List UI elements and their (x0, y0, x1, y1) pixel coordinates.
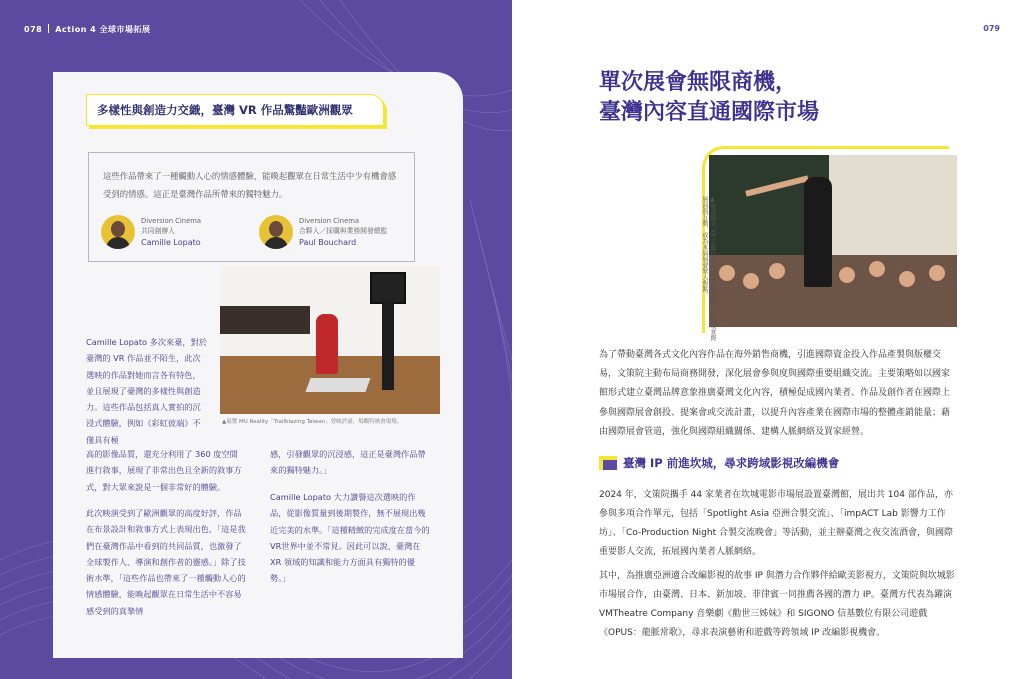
headline (599, 68, 819, 128)
person-card-lopato (101, 213, 251, 253)
person-org: Diversion Cinema (299, 217, 360, 225)
page-number: 078 (24, 25, 43, 34)
paragraph-ip: 其中，為推廣亞洲適合改編影視的故事 IP 與潛力合作夥伴給歐美影視方，文策院與坎城影市場展合作，由臺灣、日本、新加坡、菲律賓一同推薦各國的潛力 IP。臺灣方代表為躍演 VMTheatre Company 音樂劇《勸世三姊妹》和 SIGONO 信基數位有限公司遊戲《OPUS：龍脈常歌》，尋求表演藝術和遊戲等跨領域 IP 改編影視機會。 (599, 571, 955, 638)
body-text-col2a (270, 446, 430, 479)
intro-paragraph: 為了帶動臺灣各式文化內容作品在海外銷售商機，引進國際資金投入作品產製與版權交易，文策院主動布局商務開發，深化展會參與度與國際重要組織交流。主要策略如以國家館形式建立臺灣品牌意象推廣臺灣文化內容，積極促成國內業者、作品及創作者在國際上參與國際展會創投、提案會或交流計畫，以提升內容產業在國際市場的整體產銷能量；藉由國際展會管道，強化與國際組織關係、建構人脈網絡及買家經營。 (599, 350, 951, 437)
avatar (101, 215, 135, 249)
paragraph-cannes: 2024 年，文策院攜手 44 家業者在坎城電影市場展設置臺灣館，展出共 104 部作品，亦參與多項合作單元，包括「Spotlight Asia 亞洲合製交流」、「impACT Lab 影響力工作坊」、「Co-Production Night 合製交流晚會」等活動，並主辦臺灣之夜交流酒會，與國際重要影人交流，拓展國內業者人脈網絡。 (599, 490, 953, 557)
paragraph: Camille Lopato 多次來臺，對於臺灣的 VR 作品並不陌生，此次選映的作品對她而言各有特色，並且展現了臺灣的多樣性與創造力。這些作品包括真人實拍的沉浸式體驗，例如《彩虹彼端》不僅具有極 (86, 337, 207, 445)
paragraph: 高的影像品質，還充分利用了 360 度空間進行敘事，展現了非常出色且全新的敘事方式，對大眾來說是一個非常好的體驗。 (86, 449, 242, 492)
photo-caption-vertical: ▲聚焦陽光 XR 互動作品《與雨你的間隔》於現場實際展演與互動，成為本屆展會眾人焦點。 (701, 196, 716, 342)
headline-line1: 單次展會無限商機， (599, 70, 798, 95)
person-role: 共同創辦人 (141, 227, 175, 235)
person-card-bouchard (259, 213, 409, 253)
body-text-col1c (86, 505, 246, 619)
avatar (259, 215, 293, 249)
person-name: Camille Lopato (141, 238, 201, 247)
person-role: 合夥人／採購與業務開發總監 (299, 227, 388, 235)
headline-line2: 臺灣內容直通國際市場 (599, 100, 820, 125)
body-text-col1 (86, 334, 208, 448)
quote-box (88, 152, 415, 262)
right-page (512, 0, 1024, 679)
person-name: Paul Bouchard (299, 238, 357, 247)
subheading: 臺灣 IP 前進坎城，尋求跨域影視改編機會 (623, 456, 840, 470)
section-title: 多樣性與創造力交織，臺灣 VR 作品驚豔歐洲觀眾 (97, 103, 353, 117)
running-header: Action 4 全球市場拓展 (55, 25, 151, 34)
paragraph: Camille Lopato 大力讚譽這次選映的作品，從影像質量到後期製作，無不展現出幾近完美的水準。「這種精緻的完成度在當今的VR世界中並不常見。因此可以說，臺灣在 XR 領域的知識和能力方面具有獨特的優勢。」 (270, 492, 430, 584)
paragraph: 此次映演受到了歐洲觀眾的高度好評，作品在布景設計和敘事方式上表現出色，「這是我們在臺灣作品中看到的共同品質，也激發了全球製作人、導演和創作者的靈感。」除了技術水準，「這些作品也帶來了一種觸動人心的情感體驗，能喚起觀眾在日常生活中不容易感受到的真摯情 (86, 508, 246, 616)
photo-caption: ▲展覽 MU Reality「Trailblazing Taiwan」曾映於臺，場觀特映會現場。 (222, 419, 403, 425)
page-number: 079 (983, 24, 1000, 33)
body-text-col1b (86, 446, 246, 495)
person-org: Diversion Cinema (141, 217, 202, 225)
section-title-box (86, 94, 384, 126)
page-header-left (24, 24, 151, 35)
paragraph: 感，引發觀眾的沉浸感，這正是臺灣作品帶來的獨特魅力。」 (270, 449, 426, 476)
vr-exhibition-photo (220, 266, 440, 414)
performance-photo (709, 155, 957, 327)
quote-text: 這些作品帶來了一種觸動人心的情感體驗，能喚起觀眾在日常生活中少有機會感受到的情感。這正是臺灣作品所帶來的獨特魅力。 (103, 171, 397, 199)
body-text-col2b (270, 489, 430, 587)
